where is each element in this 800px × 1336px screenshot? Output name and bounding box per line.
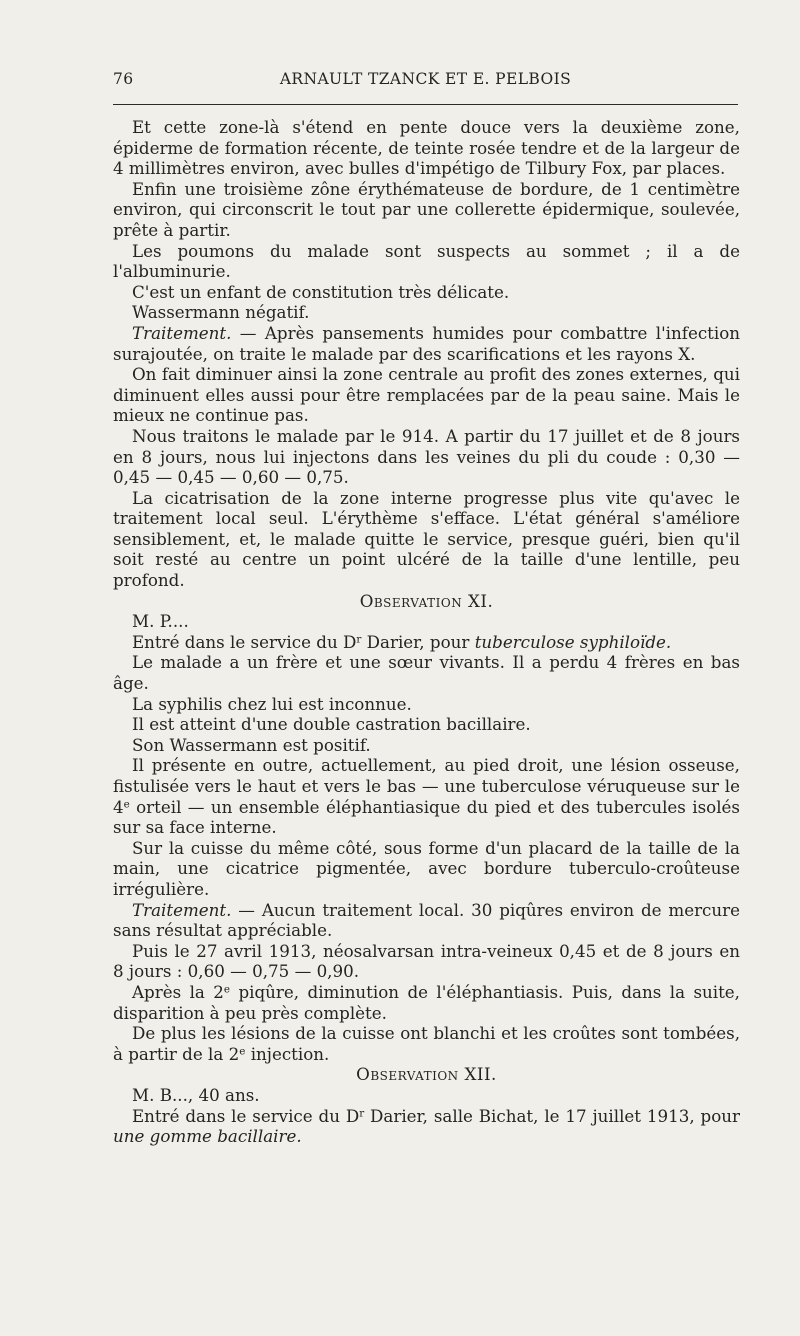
paragraph: Il est atteint d'une double castration bacillaire. [132,714,531,735]
traitement-label: Traitement. [132,899,232,920]
paragraph: Son Wassermann est positif. [132,734,371,755]
page-number: 76 [113,70,134,88]
paragraph: Et cette zone-là s'étend en pente douce vers la deuxième zone, épiderme de formation récente, de teinte rosée tendre et de la largeur de 4 millimètres environ, avec bulles d'impétigo de Tilbury Fox, par places. [113,117,740,179]
traitement-label: Traitement. [132,322,232,343]
observation-heading: Observation XI. [359,590,494,611]
paragraph: Puis le 27 avril 1913, néosalvarsan intra-veineux 0,45 et de 8 jours en 8 jours : 0,60 — 0,75 — 0,90. [113,940,740,982]
paragraph: Après la 2e piqûre, diminution de l'éléphantiasis. Puis, dans la suite, disparition à peu près complète. [113,981,740,1023]
paragraph: On fait diminuer ainsi la zone centrale au profit des zones externes, qui diminuent elles aussi pour être remplacées par de la peau saine. Mais le mieux ne continue pas. [113,364,740,426]
body-text [113,117,740,1147]
entry-line: Entré dans le service du $D^r$ Darier, salle Bichat, le 17 juillet 1913, pour une gomme bacillaire. [113,1105,740,1147]
patient-line: M. B..., 40 ans. [132,1084,260,1105]
page-header [113,70,738,96]
paragraph-traitement: Traitement. — Aucun traitement local. 30 piqûres environ de mercure sans résultat appréciable. [113,899,740,941]
diagnosis: tuberculose syphiloïde. [474,631,672,652]
entry-line: Entré dans le service du $D^r$ Darier, pour tuberculose syphiloïde. [132,631,672,652]
paragraph: Il présente en outre, actuellement, au pied droit, une lésion osseuse, fistulisée vers le haut et vers le bas — une tuberculose véruqueuse sur le 4e orteil — un ensemble éléphantiasique du pied et des tubercules isolés sur sa face interne. [113,755,740,838]
diagnosis: une gomme bacillaire. [113,1126,302,1147]
paragraph: Nous traitons le malade par le 914. A partir du 17 juillet et de 8 jours en 8 jours, nous lui injectons dans les veines du pli du coude : 0,30 — 0,45 — 0,45 — 0,60 — 0,75. [113,425,740,488]
paragraph: Sur la cuisse du même côté, sous forme d'un placard de la taille de la main, une cicatrice pigmentée, avec bordure tuberculo-croûteuse irrégulière. [113,837,740,899]
paragraph: C'est un enfant de constitution très délicate. [132,281,510,302]
paragraph: La cicatrisation de la zone interne progresse plus vite qu'avec le traitement local seul. L'érythème s'efface. L'état général s'améliore sensiblement, et, le malade quitte le service, presque guéri, bien qu'il soit resté au centre un point ulcéré de la taille d'une lentille, peu profond. [113,487,740,591]
running-title: ARNAULT TZANCK ET E. PELBOIS [279,70,572,88]
paragraph: La syphilis chez lui est inconnue. [132,693,412,714]
paragraph-traitement: Traitement. — Après pansements humides pour combattre l'infection surajoutée, on traite le malade par des scarifications et les rayons X. [113,322,740,364]
paragraph: Le malade a un frère et une sœur vivants. Il a perdu 4 frères en bas âge. [113,652,740,694]
paragraph: Enfin une troisième zône érythémateuse de bordure, de 1 centimètre environ, qui circonscrit le tout par une collerette épidermique, soulevée, prête à partir. [113,178,740,240]
observation-heading: Observation XII. [356,1064,497,1085]
patient-line: M. P.... [132,611,189,632]
header-rule [113,104,738,105]
paragraph: Wassermann négatif. [132,302,310,323]
paragraph: De plus les lésions de la cuisse ont blanchi et les croûtes sont tombées, à partir de la 2e injection. [113,1023,740,1064]
paragraph: Les poumons du malade sont suspects au sommet ; il a de l'albuminurie. [113,240,740,282]
